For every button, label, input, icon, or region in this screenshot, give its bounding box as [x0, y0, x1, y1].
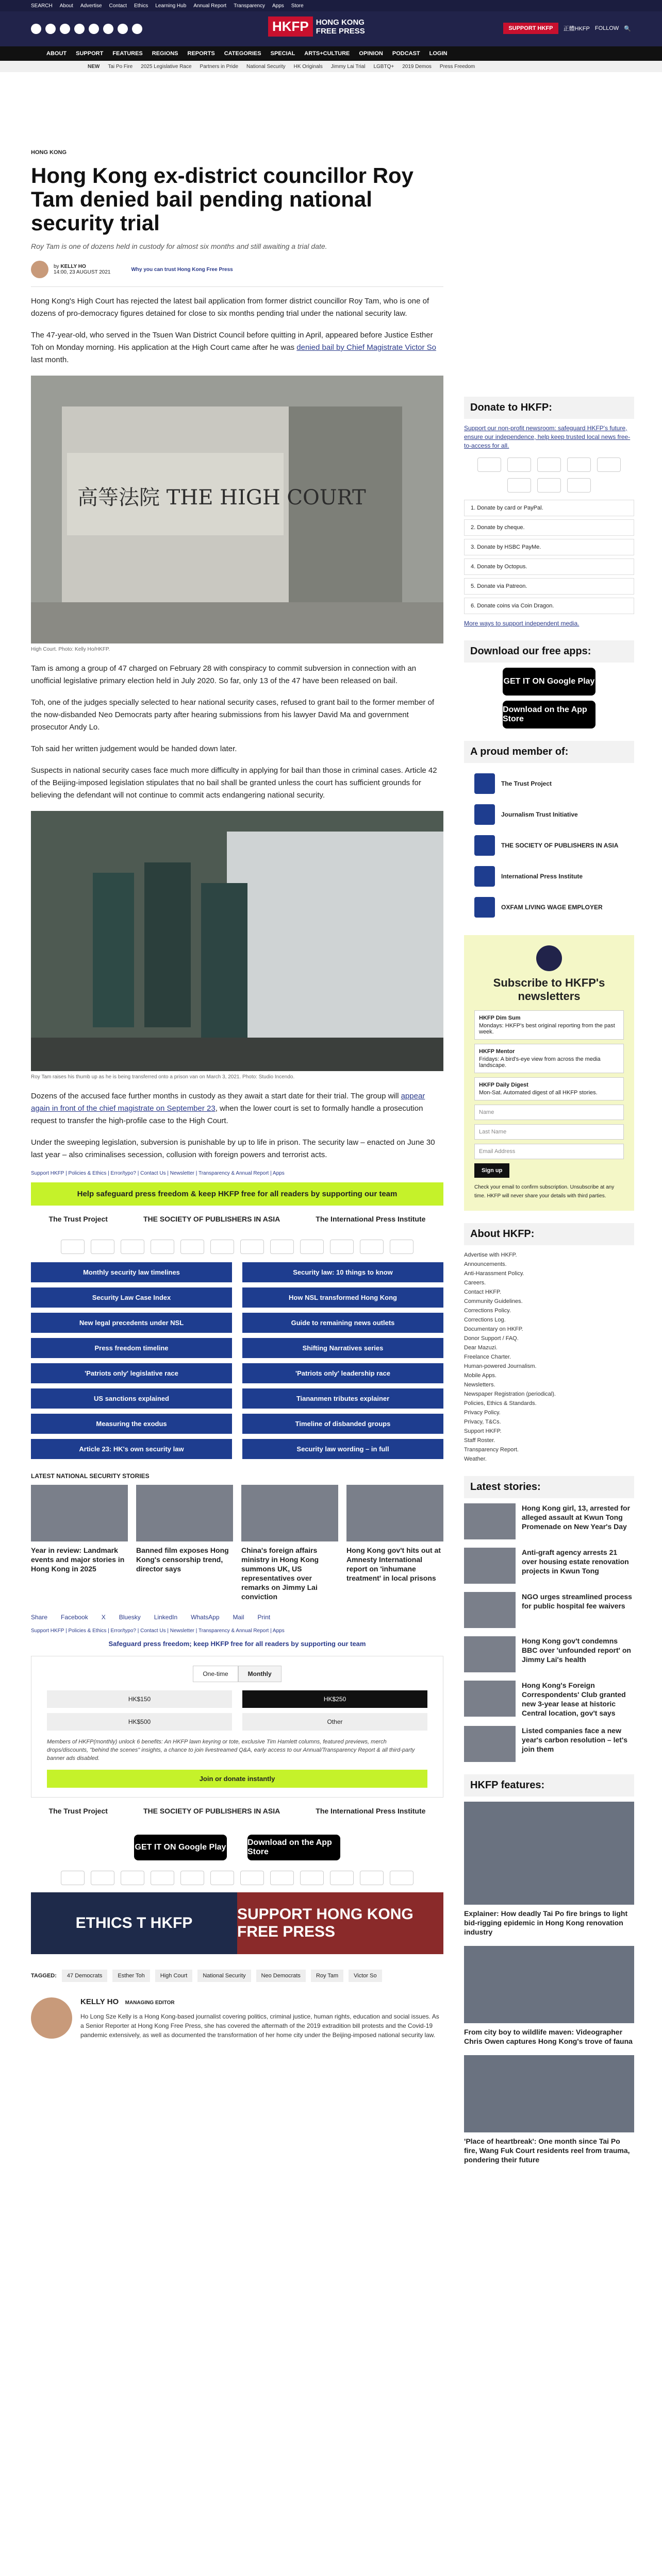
- related-title[interactable]: Year in review: Landmark events and major stories in Hong Kong in 2025: [31, 1546, 125, 1573]
- feature-title[interactable]: Explainer: How deadly Tai Po fire brings to light bid-rigging epidemic in Hong Kong renovation industry: [464, 1909, 628, 1936]
- donate-title: Donate to HKFP:: [464, 397, 634, 419]
- telegram-icon[interactable]: [103, 24, 113, 34]
- member-logo: [474, 897, 495, 918]
- article-kicker[interactable]: HONG KONG: [31, 149, 67, 156]
- nsl-button[interactable]: Monthly security law timelines: [31, 1262, 232, 1282]
- author-name[interactable]: KELLY HO: [60, 264, 86, 269]
- about-link[interactable]: Transparency Report.: [464, 1447, 519, 1453]
- about-link[interactable]: Mobile Apps.: [464, 1372, 496, 1379]
- nav-item[interactable]: SUPPORT: [76, 50, 104, 57]
- trending-item[interactable]: 2025 Legislative Race: [141, 63, 192, 70]
- member-logo: [474, 773, 495, 794]
- promo-banners: [31, 1892, 443, 1954]
- latest-story[interactable]: Hong Kong girl, 13, arrested for alleged assault at Kwun Tong Promenade on New Year's Day: [464, 1503, 634, 1539]
- donate-option[interactable]: 5. Donate via Patreon.: [464, 578, 634, 595]
- unionpay-icon: [210, 1240, 234, 1254]
- trending-bar: [0, 61, 662, 72]
- paragraph: Toh said her written judgement would be handed down later.: [31, 744, 237, 753]
- nav-item[interactable]: LOGIN: [429, 50, 448, 57]
- photo-caption: Roy Tam raises his thumb up as he is being transferred onto a prison van on March 3, 2021. Photo: Studio Incendo.: [31, 1074, 295, 1080]
- octopus-icon: [300, 1240, 324, 1254]
- related-image[interactable]: [241, 1485, 338, 1541]
- prison-van-photo-svg: [31, 811, 443, 1071]
- trending-item[interactable]: Tai Po Fire: [108, 63, 133, 70]
- payme-icon: [507, 478, 531, 493]
- nav-item[interactable]: PODCAST: [392, 50, 420, 57]
- tags-label: TAGGED:: [31, 1973, 57, 1979]
- paragraph: The 47-year-old, who served in the Tsuen Wan District Council before quitting in April, appeared before Justice Esther Toh on Monday morning. His application at the High Court came after he was denied bail by Chief Magistrate Victor So last month.: [31, 331, 436, 364]
- nsl-button[interactable]: Measuring the exodus: [31, 1414, 232, 1434]
- amount-option[interactable]: HK$150: [47, 1690, 232, 1708]
- related-title[interactable]: Hong Kong gov't hits out at Amnesty International report on 'inhumane treatment' in local prisons: [346, 1546, 441, 1582]
- about-link[interactable]: Contact HKFP.: [464, 1289, 501, 1295]
- paypal-icon: [91, 1871, 114, 1885]
- donate-option[interactable]: 2. Donate by cheque.: [464, 519, 634, 536]
- social-icons: [31, 24, 142, 34]
- story-image[interactable]: [464, 1636, 516, 1672]
- sidebar: [464, 397, 634, 2177]
- about-link[interactable]: Announcements.: [464, 1261, 507, 1267]
- related-image[interactable]: [346, 1485, 443, 1541]
- trending-item[interactable]: LGBTQ+: [373, 63, 394, 70]
- about-link[interactable]: Freelance Charter.: [464, 1354, 511, 1360]
- top-link[interactable]: Annual Report: [193, 3, 227, 9]
- nsl-button[interactable]: Timeline of disbanded groups: [242, 1414, 443, 1434]
- donate-option[interactable]: 3. Donate by HSBC PayMe.: [464, 539, 634, 555]
- about-link[interactable]: Staff Roster.: [464, 1437, 495, 1444]
- member-logo: [474, 804, 495, 825]
- newsletter-option[interactable]: HKFP Mentor Fridays: A bird's-eye view from across the media landscape.: [474, 1044, 624, 1073]
- newsletter-option[interactable]: HKFP Dim Sum Mondays: HKFP's best original reporting from the past week.: [474, 1010, 624, 1040]
- subscribe-title: Subscribe to HKFP's newsletters: [493, 976, 605, 1003]
- nav-item[interactable]: SPECIAL: [270, 50, 295, 57]
- member-logo: [474, 866, 495, 887]
- main-nav: [0, 46, 662, 61]
- latest-story[interactable]: Anti-graft agency arrests 21 over housing estate renovation projects in Kwun Tong: [464, 1548, 634, 1584]
- related-card[interactable]: [346, 1485, 443, 1601]
- amount-option[interactable]: HK$500: [47, 1713, 232, 1731]
- about-link[interactable]: Privacy, T&Cs.: [464, 1419, 501, 1425]
- monthly-tab[interactable]: Monthly: [238, 1666, 282, 1682]
- latest-nsl-title: LATEST NATIONAL SECURITY STORIES: [31, 1472, 150, 1480]
- support-links[interactable]: Support HKFP | Policies & Ethics | Error/typo? | Contact Us | Newsletter | Transparency & Annual Report | Apps: [31, 1171, 285, 1176]
- mastercard-icon: [477, 457, 501, 472]
- about-link[interactable]: Human-powered Journalism.: [464, 1363, 537, 1369]
- story-image[interactable]: [464, 1548, 516, 1584]
- name-field[interactable]: Name: [474, 1105, 624, 1120]
- nsl-buttons: [31, 1262, 443, 1459]
- chief-magistrate-link[interactable]: appear again in front of the chief magistrate on September 23: [31, 1092, 425, 1113]
- related-card[interactable]: [241, 1485, 338, 1601]
- story-image[interactable]: [464, 1726, 516, 1762]
- subscribe-note: Check your email to confirm subscription. Unsubscribe at any time. HKFP will never share your details with third parties.: [474, 1184, 615, 1199]
- article-column: [31, 149, 443, 2040]
- related-stories: [31, 1485, 443, 1601]
- language-link[interactable]: 正體HKFP: [563, 26, 590, 32]
- tag[interactable]: Victor So: [349, 1970, 382, 1982]
- story-image[interactable]: [464, 1681, 516, 1717]
- top-link[interactable]: Contact: [109, 3, 127, 9]
- threads-icon[interactable]: [89, 24, 99, 34]
- octopus-icon: [300, 1871, 324, 1885]
- email-field[interactable]: Email Address: [474, 1144, 624, 1159]
- mastercard-icon: [61, 1240, 85, 1254]
- top-link[interactable]: SEARCH: [31, 3, 53, 9]
- member-item[interactable]: The Trust Project: [464, 768, 634, 799]
- about-link[interactable]: Anti-Harassment Policy.: [464, 1270, 524, 1277]
- bail-link[interactable]: denied bail by Chief Magistrate Victor So: [296, 343, 436, 352]
- about-block: [464, 1223, 634, 1464]
- photo-caption: High Court. Photo: Kelly Ho/HKFP.: [31, 647, 110, 652]
- related-card[interactable]: [31, 1485, 128, 1601]
- nsl-button[interactable]: Tiananmen tributes explainer: [242, 1388, 443, 1409]
- nsl-button[interactable]: Security Law Case Index: [31, 1287, 232, 1308]
- amex-icon: [151, 1871, 174, 1885]
- youtube-icon[interactable]: [74, 24, 85, 34]
- about-link[interactable]: Documentary on HKFP.: [464, 1326, 523, 1332]
- about-list: [464, 1250, 634, 1464]
- author-box: [31, 1997, 443, 2040]
- byline: [31, 261, 443, 278]
- one-time-tab[interactable]: One-time: [193, 1666, 238, 1682]
- mail-icon[interactable]: [132, 24, 142, 34]
- site-logo[interactable]: [268, 16, 365, 37]
- donate-more-link[interactable]: More ways to support independent media.: [464, 620, 580, 627]
- fps-icon: [330, 1240, 354, 1254]
- related-image[interactable]: [136, 1485, 233, 1541]
- tag[interactable]: National Security: [197, 1970, 251, 1982]
- top-link[interactable]: Advertise: [80, 3, 102, 9]
- jcb-icon: [597, 457, 621, 472]
- jcb-icon: [180, 1240, 204, 1254]
- feature-image[interactable]: [464, 1946, 634, 2023]
- apps-title: Download our free apps:: [464, 640, 634, 663]
- unionpay-icon: [210, 1871, 234, 1885]
- support-links[interactable]: Support HKFP | Policies & Ethics | Error/typo? | Contact Us | Newsletter | Transparency & Annual Report | Apps: [31, 1628, 285, 1634]
- logo-line2: FREE PRESS: [316, 26, 365, 36]
- paragraph: Under the sweeping legislation, subversion is punishable by up to life in prison. The security law – enacted on June 30 last year – also criminalises secession, collusion with foreign powers and terrorist acts.: [31, 1138, 435, 1159]
- newsletter-option[interactable]: HKFP Daily Digest Mon-Sat. Automated digest of all HKFP stories.: [474, 1077, 624, 1100]
- feature-title[interactable]: From city boy to wildlife maven: Videographer Chris Owen captures Hong Kong's trove of fauna: [464, 2028, 633, 2045]
- jcb-icon: [180, 1871, 204, 1885]
- donate-option[interactable]: 1. Donate by card or PayPal.: [464, 500, 634, 516]
- visa-icon: [537, 457, 561, 472]
- store-buttons: [31, 1835, 443, 1860]
- share-mail[interactable]: Mail: [233, 1614, 244, 1621]
- logo-box: HKFP: [268, 16, 313, 37]
- member-logo: [474, 835, 495, 856]
- trust-link[interactable]: Why you can trust Hong Kong Free Press: [131, 266, 233, 273]
- app-store-button[interactable]: Download on the App Store: [503, 701, 595, 728]
- member-block: [464, 741, 634, 923]
- nsl-button[interactable]: 'Patriots only' legislative race: [31, 1363, 232, 1383]
- payment-icons: [31, 1871, 443, 1885]
- about-link[interactable]: Advertise with HKFP.: [464, 1252, 517, 1258]
- prison-van-photo: [31, 811, 443, 1071]
- trending-item[interactable]: 2019 Demos: [402, 63, 432, 70]
- member-item[interactable]: THE SOCIETY OF PUBLISHERS IN ASIA: [464, 830, 634, 861]
- nav-item[interactable]: FEATURES: [112, 50, 143, 57]
- nav-item[interactable]: CATEGORIES: [224, 50, 261, 57]
- nsl-button[interactable]: How NSL transformed Hong Kong: [242, 1287, 443, 1308]
- by-label: by: [54, 264, 59, 269]
- donate-amounts: [47, 1690, 427, 1731]
- trust-project-logo[interactable]: The Trust Project: [48, 1807, 108, 1815]
- share-bar: [31, 1614, 443, 1621]
- donate-widget: [31, 1656, 443, 1798]
- trust-logos: [31, 1798, 443, 1824]
- paypal-icon: [507, 457, 531, 472]
- about-link[interactable]: Support HKFP.: [464, 1428, 502, 1434]
- top-link[interactable]: Store: [291, 3, 304, 9]
- top-link[interactable]: Apps: [272, 3, 284, 9]
- donate-block: [464, 397, 634, 628]
- about-link[interactable]: Privacy Policy.: [464, 1410, 501, 1416]
- trending-item[interactable]: Jimmy Lai Trial: [330, 63, 366, 70]
- tag[interactable]: Esther Toh: [112, 1970, 150, 1982]
- trending-item[interactable]: HK Originals: [293, 63, 323, 70]
- nav-item[interactable]: OPINION: [359, 50, 383, 57]
- fps-icon: [330, 1871, 354, 1885]
- app-store-button[interactable]: Download on the App Store: [247, 1835, 340, 1860]
- share-bluesky[interactable]: Bluesky: [119, 1614, 141, 1621]
- apple-pay-icon: [390, 1871, 413, 1885]
- author-box-name[interactable]: KELLY HO: [80, 1997, 119, 2006]
- amount-option[interactable]: Other: [242, 1713, 427, 1731]
- trending-item[interactable]: Press Freedom: [439, 63, 475, 70]
- amount-option[interactable]: HK$250: [242, 1690, 427, 1708]
- latest-story[interactable]: Listed companies face a new year's carbon resolution – let's join them: [464, 1726, 634, 1762]
- facebook-icon[interactable]: [31, 24, 41, 34]
- google-play-button[interactable]: GET IT ON Google Play: [134, 1835, 227, 1860]
- feature-title[interactable]: 'Place of heartbreak': One month since Tai Po fire, Wang Fuk Court residents reel from trauma, pondering their future: [464, 2137, 630, 2164]
- nav-item[interactable]: REGIONS: [152, 50, 178, 57]
- tag[interactable]: 47 Democrats: [62, 1970, 107, 1982]
- nsl-button[interactable]: US sanctions explained: [31, 1388, 232, 1409]
- follow-link[interactable]: FOLLOW: [594, 25, 619, 31]
- member-note: Members of HKFP(monthly) unlock 6 benefits: An HKFP lawn keyring or tote, exclusive Tim Hamlett columns, featured previews, merch drops/discounts, "behind the scenes" insights, a chance to join livestreamed Q&A, early access to our Annual/Transparency Report & all third-party banner ads disabled.: [47, 1739, 415, 1761]
- ipi-logo[interactable]: The International Press Institute: [316, 1215, 426, 1223]
- features-block: [464, 1774, 634, 2164]
- about-link[interactable]: Community Guidelines.: [464, 1298, 523, 1304]
- high-court-photo-svg: [31, 376, 443, 643]
- nsl-button[interactable]: 'Patriots only' leadership race: [242, 1363, 443, 1383]
- visa-icon: [121, 1240, 144, 1254]
- paypal-icon: [91, 1240, 114, 1254]
- google-pay-icon: [360, 1240, 384, 1254]
- tag[interactable]: Roy Tam: [311, 1970, 343, 1982]
- related-title[interactable]: Banned film exposes Hong Kong's censorship trend, director says: [136, 1546, 229, 1573]
- paragraph: Tam is among a group of 47 charged on February 28 with conspiracy to commit subversion in connection with an unofficial legislative primary election held in July 2020. So far, only 13 of the 47 have been released on bail.: [31, 664, 417, 685]
- latest-story[interactable]: Hong Kong's Foreign Correspondents' Club granted new 3-year lease at historic Central location, gov't says: [464, 1681, 634, 1718]
- features-title: HKFP features:: [464, 1774, 634, 1797]
- divider: [31, 286, 443, 287]
- google-pay-icon: [360, 1871, 384, 1885]
- top-utility-bar: [0, 0, 662, 11]
- feature-image[interactable]: [464, 2055, 634, 2132]
- sidebar-payment-icons: [464, 457, 634, 493]
- share-facebook[interactable]: Facebook: [61, 1614, 88, 1621]
- top-link[interactable]: Transparency: [234, 3, 265, 9]
- share-x[interactable]: X: [101, 1614, 106, 1621]
- related-title[interactable]: China's foreign affairs ministry in Hong Kong summons UK, US representatives over remarks on Jimmy Lai conviction: [241, 1546, 319, 1601]
- amex-icon: [567, 457, 591, 472]
- related-image[interactable]: [31, 1485, 128, 1541]
- page-title: Hong Kong ex-district councillor Roy Tam denied bail pending national security trial: [31, 163, 414, 235]
- join-button[interactable]: Join or donate instantly: [47, 1770, 427, 1788]
- payme-icon: [240, 1871, 264, 1885]
- paragraph: Suspects in national security cases face much more difficulty in applying for bail than those in criminal cases. Article 42 of the Beijing-imposed legislation stipulates that no bail shall be granted unless the court has sufficient grounds for believing the defendant will not continue to commit acts endangering national security.: [31, 766, 437, 800]
- author-bio: Ho Long Sze Kelly is a Hong Kong-based journalist covering politics, criminal justice, human rights, education and social issues. As a Senior Reporter at Hong Kong Free Press, she has covered the aftermath of the 2019 extradition bill protests and the Covid-19 pandemic extensively, as well as documented the transformation of her home city under the Beijing-imposed national security law.: [80, 2013, 439, 2039]
- about-link[interactable]: Corrections Policy.: [464, 1308, 511, 1314]
- latest-story[interactable]: NGO urges streamlined process for public hospital fee waivers: [464, 1592, 634, 1628]
- member-item[interactable]: OXFAM LIVING WAGE EMPLOYER: [464, 892, 634, 923]
- hkfp-round-logo: [536, 945, 562, 971]
- about-link[interactable]: Dear Mazuzi.: [464, 1345, 498, 1351]
- whatsapp-icon[interactable]: [118, 24, 128, 34]
- paragraph: Toh, one of the judges specially selected to hear national security cases, refused to grant bail to the former member of the now-disbanded Neo Democrats party after hearing submissions from his lawyer David Ma and government prosecutor Andy Lo.: [31, 698, 435, 732]
- payment-icons: [31, 1240, 443, 1254]
- header: [0, 11, 662, 46]
- apple-pay-icon: [390, 1240, 413, 1254]
- top-link[interactable]: About: [59, 3, 73, 9]
- sopa-logo[interactable]: THE SOCIETY OF PUBLISHERS IN ASIA: [143, 1807, 280, 1815]
- patreon-icon: [270, 1871, 294, 1885]
- about-link[interactable]: Careers.: [464, 1280, 486, 1286]
- newsletter-signup: [464, 935, 634, 1211]
- about-link[interactable]: Weather.: [464, 1456, 487, 1462]
- trust-project-logo[interactable]: The Trust Project: [48, 1215, 108, 1223]
- patreon-icon: [270, 1240, 294, 1254]
- ethics-banner[interactable]: ETHICS T HKFP: [31, 1892, 237, 1954]
- author-avatar[interactable]: [31, 1997, 72, 2039]
- nsl-button[interactable]: Press freedom timeline: [31, 1338, 232, 1358]
- ipi-logo[interactable]: The International Press Institute: [316, 1807, 426, 1815]
- story-image[interactable]: [464, 1503, 516, 1539]
- top-link[interactable]: Ethics: [134, 3, 148, 9]
- tag[interactable]: Neo Democrats: [256, 1970, 306, 1982]
- octopus-icon: [537, 478, 561, 493]
- nsl-button[interactable]: Security law wording – in full: [242, 1439, 443, 1459]
- amex-icon: [151, 1240, 174, 1254]
- trust-logos: [31, 1206, 443, 1232]
- paragraph: Hong Kong's High Court has rejected the latest bail application from former district councillor Roy Tam, who is one of dozens of pro-democracy figures detained for close to six months pending trial under the national security law.: [31, 297, 429, 318]
- photo-sign: 高等法院 THE HIGH COURT: [77, 486, 366, 510]
- apps-block: [464, 640, 634, 728]
- nsl-button[interactable]: Guide to remaining news outlets: [242, 1313, 443, 1333]
- donate-frequency: [47, 1666, 427, 1682]
- payme-icon: [240, 1240, 264, 1254]
- nav-item[interactable]: ABOUT: [46, 50, 67, 57]
- about-link[interactable]: Donor Support / FAQ.: [464, 1335, 519, 1342]
- nav-item[interactable]: REPORTS: [187, 50, 215, 57]
- nav-item[interactable]: ARTS+CULTURE: [304, 50, 350, 57]
- google-play-button[interactable]: GET IT ON Google Play: [503, 668, 595, 696]
- support-promo-banner[interactable]: SUPPORT HONG KONG FREE PRESS: [237, 1892, 443, 1954]
- support-banner[interactable]: Help safeguard press freedom & keep HKFP free for all readers by supporting our team: [31, 1182, 443, 1206]
- latest-block: [464, 1476, 634, 1762]
- instagram-icon[interactable]: [60, 24, 70, 34]
- related-card[interactable]: [136, 1485, 233, 1601]
- avatar[interactable]: [31, 261, 48, 278]
- about-link[interactable]: Newsletters.: [464, 1382, 495, 1388]
- about-link[interactable]: Corrections Log.: [464, 1317, 506, 1323]
- member-title: A proud member of:: [464, 741, 634, 763]
- signup-button[interactable]: Sign up: [474, 1163, 509, 1178]
- donate-option[interactable]: 6. Donate coins via Coin Dragon.: [464, 598, 634, 614]
- nsl-button[interactable]: New legal precedents under NSL: [31, 1313, 232, 1333]
- nsl-button[interactable]: Shifting Narratives series: [242, 1338, 443, 1358]
- about-link[interactable]: Policies, Ethics & Standards.: [464, 1400, 537, 1406]
- support-button[interactable]: SUPPORT HKFP: [503, 23, 558, 34]
- nsl-button[interactable]: Security law: 10 things to know: [242, 1262, 443, 1282]
- share-linkedin[interactable]: LinkedIn: [154, 1614, 178, 1621]
- tag-list: [31, 1970, 443, 1982]
- x-icon[interactable]: [45, 24, 56, 34]
- feature-image[interactable]: [464, 1802, 634, 1905]
- paragraph: Dozens of the accused face further months in custody as they await a start date for their trial. The group will appear again in front of the chief magistrate on September 23, when the lower court is set to formally handle a prosecution request to transfer the high-profile case to the High Court.: [31, 1092, 425, 1125]
- latest-title: Latest stories:: [464, 1476, 634, 1498]
- donate-option[interactable]: 4. Donate by Octopus.: [464, 558, 634, 575]
- nsl-button[interactable]: Article 23: HK's own security law: [31, 1439, 232, 1459]
- fps-icon: [567, 478, 591, 493]
- article-subtitle: Roy Tam is one of dozens held in custody for almost six months and still awaiting a trial date.: [31, 242, 327, 250]
- about-title: About HKFP:: [464, 1223, 634, 1245]
- trending-item[interactable]: National Security: [246, 63, 286, 70]
- publish-date: 14:00, 23 AUGUST 2021: [54, 269, 111, 275]
- share-print[interactable]: Print: [257, 1614, 271, 1621]
- sopa-logo[interactable]: THE SOCIETY OF PUBLISHERS IN ASIA: [143, 1215, 280, 1223]
- story-image[interactable]: [464, 1592, 516, 1628]
- last-name-field[interactable]: Last Name: [474, 1124, 624, 1140]
- tag[interactable]: High Court: [155, 1970, 193, 1982]
- share-label: Share: [31, 1614, 48, 1621]
- visa-icon: [121, 1871, 144, 1885]
- mastercard-icon: [61, 1871, 85, 1885]
- member-item[interactable]: International Press Institute: [464, 861, 634, 892]
- trending-item[interactable]: Partners in Pride: [200, 63, 239, 70]
- donate-prompt[interactable]: Safeguard press freedom; keep HKFP free for all readers by supporting our team: [108, 1640, 366, 1648]
- share-whatsapp[interactable]: WhatsApp: [191, 1614, 220, 1621]
- trending-label: NEW: [88, 63, 100, 70]
- latest-story[interactable]: Hong Kong gov't condemns BBC over 'unfounded report' on Jimmy Lai's health: [464, 1636, 634, 1672]
- author-role: MANAGING EDITOR: [125, 2000, 175, 2006]
- donate-text[interactable]: Support our non-profit newsroom: safeguard HKFP's future, ensure our independence, help keep trusted local news free-to-access for all.: [464, 425, 631, 449]
- about-link[interactable]: Newspaper Registration (periodical).: [464, 1391, 556, 1397]
- high-court-photo: [31, 376, 443, 643]
- search-icon[interactable]: 🔍: [624, 25, 631, 32]
- logo-line1: HONG KONG: [316, 18, 365, 27]
- top-link[interactable]: Learning Hub: [155, 3, 187, 9]
- member-item[interactable]: Journalism Trust Initiative: [464, 799, 634, 830]
